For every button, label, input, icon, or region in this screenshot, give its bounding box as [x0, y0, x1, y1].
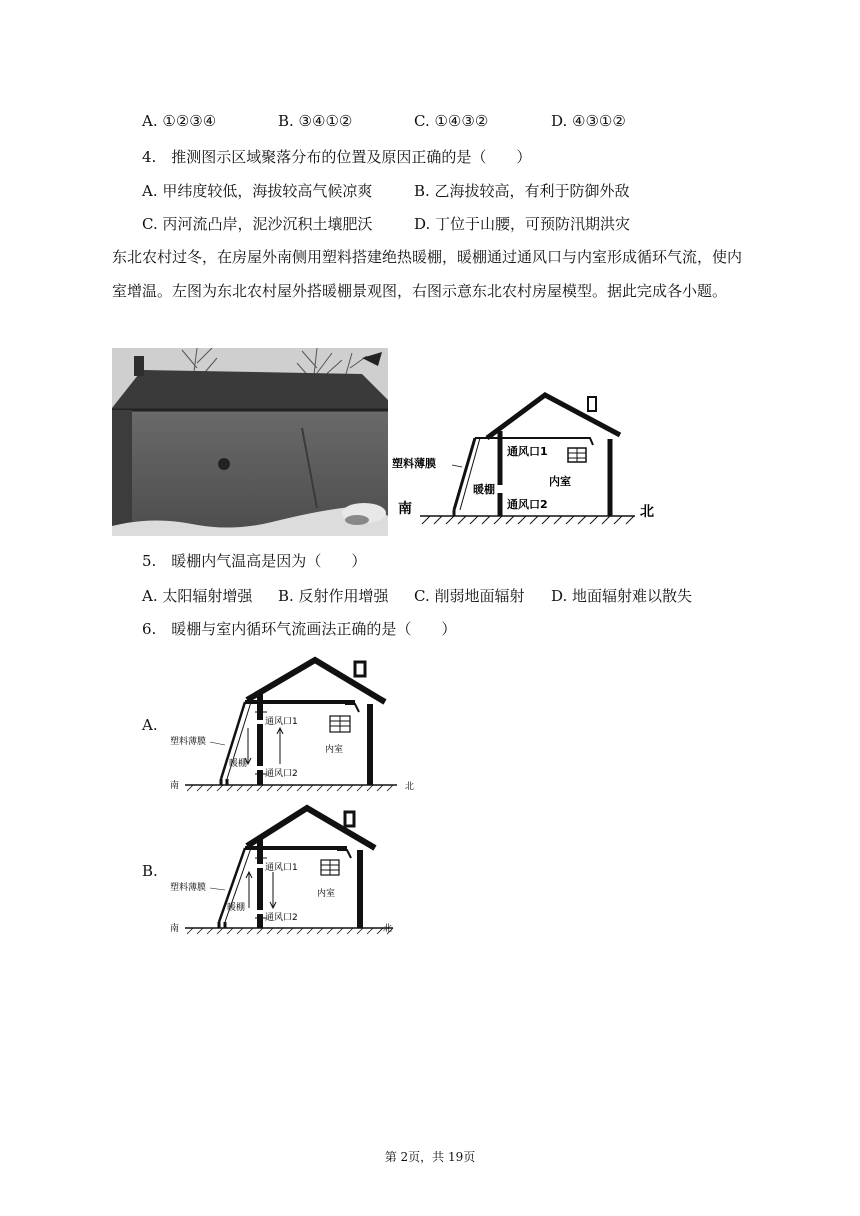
q5-option-a: A. 太阳辐射增强	[142, 587, 253, 605]
q4-option-b: B. 乙海拔较高，有利于防御外敌	[414, 182, 630, 200]
b-label-south: 南	[170, 924, 180, 934]
b-label-vent2: 通风口2	[265, 913, 298, 923]
a-label-north: 北	[405, 782, 415, 792]
label-vent2: 通风口2	[507, 498, 548, 511]
q6-option-b-label: B.	[142, 862, 158, 880]
q5-option-c: C. 削弱地面辐射	[414, 587, 525, 605]
q4-option-a: A. 甲纬度较低，海拔较高气候凉爽	[142, 182, 373, 200]
a-label-greenhouse: 暖棚	[229, 759, 248, 769]
greenhouse-photo	[112, 348, 388, 536]
page-footer: 第 2页，共 19页	[384, 1150, 476, 1164]
label-room: 内室	[549, 475, 571, 488]
label-south: 南	[398, 501, 412, 517]
q5-stem: 5. 暖棚内气温高是因为（ ）	[142, 552, 367, 570]
a-label-vent1: 通风口1	[265, 717, 298, 727]
b-label-vent1: 通风口1	[265, 863, 298, 873]
label-north: 北	[640, 504, 654, 520]
q5-option-d: D. 地面辐射难以散失	[551, 587, 693, 605]
a-label-south: 南	[170, 781, 180, 791]
q3-option-a: A. ①②③④	[142, 112, 217, 130]
b-label-room: 内室	[317, 889, 336, 899]
q3-option-d: D. ④③①②	[551, 112, 626, 130]
label-greenhouse: 暖棚	[473, 483, 495, 496]
a-label-room: 内室	[325, 745, 344, 755]
label-vent1: 通风口1	[507, 445, 548, 458]
a-label-vent2: 通风口2	[265, 769, 298, 779]
a-label-film: 塑料薄膜	[170, 737, 207, 747]
q6-stem: 6. 暖棚与室内循环气流画法正确的是（ ）	[142, 620, 457, 638]
q3-option-b: B. ③④①②	[278, 112, 353, 130]
label-film: 塑料薄膜	[392, 457, 436, 470]
b-label-north: 北	[383, 924, 393, 934]
q4-stem: 4. 推测图示区域聚落分布的位置及原因正确的是（ ）	[142, 148, 532, 166]
q3-option-c: C. ①④③②	[414, 112, 489, 130]
q5-option-b: B. 反射作用增强	[278, 587, 389, 605]
b-label-film: 塑料薄膜	[170, 883, 207, 893]
house-model-diagram	[390, 385, 670, 527]
option-a-diagram	[165, 652, 420, 794]
q4-option-d: D. 丁位于山腰，可预防汛期洪灾	[414, 215, 631, 233]
option-b-diagram	[165, 800, 410, 938]
q6-option-a-label: A.	[142, 716, 158, 734]
q4-option-c: C. 丙河流凸岸，泥沙沉积土壤肥沃	[142, 215, 373, 233]
b-label-greenhouse: 暖棚	[227, 903, 246, 913]
passage-text: 东北农村过冬，在房屋外南侧用塑料搭建绝热暖棚，暖棚通过通风口与内室形成循环气流，使内室增温。左图为东北农村屋外搭暖棚景观图，右图示意东北农村房屋模型。据此完成各小题。	[112, 248, 743, 300]
